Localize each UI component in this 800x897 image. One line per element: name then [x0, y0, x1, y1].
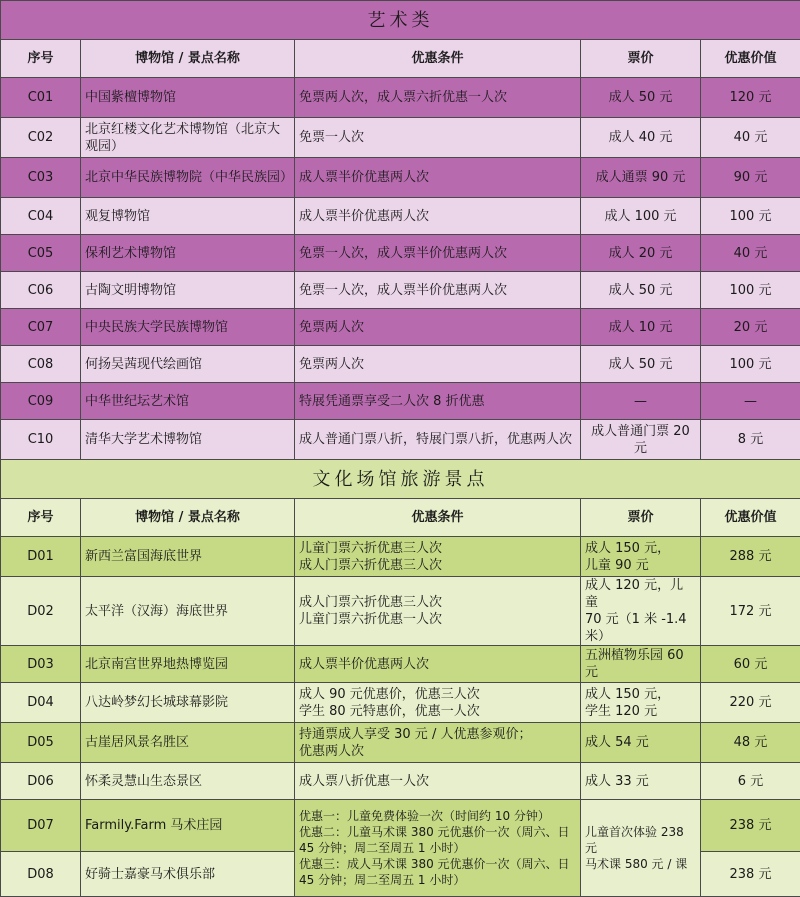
- row-name: 八达岭梦幻长城球幕影院: [81, 683, 295, 723]
- table-row: [1, 683, 800, 723]
- row-value: 220 元: [701, 683, 800, 723]
- row-price: 成人 33 元: [581, 763, 701, 800]
- row-id: D07: [1, 800, 81, 852]
- col-header-value: 优惠价值: [701, 499, 800, 537]
- row-value: 238 元: [701, 852, 800, 897]
- row-id: C05: [1, 235, 81, 272]
- table-row: [1, 272, 800, 309]
- row-name: 中央民族大学民族博物馆: [81, 309, 295, 346]
- row-id: C06: [1, 272, 81, 309]
- row-price: 成人普通门票 20 元: [581, 420, 701, 460]
- row-condition: 免票一人次: [295, 118, 581, 158]
- culture-section: [1, 460, 800, 897]
- row-name: Farmily.Farm 马术庄园: [81, 800, 295, 852]
- table-row: [1, 198, 800, 235]
- row-value: 238 元: [701, 800, 800, 852]
- row-price: 成人 50 元: [581, 272, 701, 309]
- table-row: [1, 763, 800, 800]
- row-name: 北京南宫世界地热博览园: [81, 646, 295, 683]
- row-condition: 免票两人次，成人票六折优惠一人次: [295, 78, 581, 118]
- section-title-culture: 文化场馆旅游景点: [1, 460, 800, 499]
- row-price: —: [581, 383, 701, 420]
- table-row: [1, 723, 800, 763]
- row-id: C01: [1, 78, 81, 118]
- col-header-id: 序号: [1, 40, 81, 78]
- table-row: [1, 78, 800, 118]
- row-name: 太平洋（汉海）海底世界: [81, 577, 295, 646]
- row-condition: 成人票半价优惠两人次: [295, 158, 581, 198]
- table-row: [1, 646, 800, 683]
- table-row: [1, 383, 800, 420]
- row-name: 北京红楼文化艺术博物馆（北京大观园）: [81, 118, 295, 158]
- row-condition: 成人 90 元优惠价，优惠三人次 学生 80 元特惠价，优惠一人次: [295, 683, 581, 723]
- row-name: 保利艺术博物馆: [81, 235, 295, 272]
- row-id: C09: [1, 383, 81, 420]
- row-id: C08: [1, 346, 81, 383]
- row-id: D02: [1, 577, 81, 646]
- table-row: [1, 537, 800, 577]
- row-id: C04: [1, 198, 81, 235]
- row-name: 古陶文明博物馆: [81, 272, 295, 309]
- row-id: D06: [1, 763, 81, 800]
- row-value: 288 元: [701, 537, 800, 577]
- row-value: 172 元: [701, 577, 800, 646]
- row-name: 新西兰富国海底世界: [81, 537, 295, 577]
- row-condition: 儿童门票六折优惠三人次 成人门票六折优惠三人次: [295, 537, 581, 577]
- table-row: [1, 309, 800, 346]
- table-row: [1, 800, 800, 852]
- row-id: C03: [1, 158, 81, 198]
- table-row: [1, 158, 800, 198]
- row-id: D04: [1, 683, 81, 723]
- row-price: 成人 10 元: [581, 309, 701, 346]
- col-header-condition: 优惠条件: [295, 499, 581, 537]
- row-value: 6 元: [701, 763, 800, 800]
- row-price: 成人 150 元， 儿童 90 元: [581, 537, 701, 577]
- row-name: 中国紫檀博物馆: [81, 78, 295, 118]
- col-header-id: 序号: [1, 499, 81, 537]
- row-price: 成人 50 元: [581, 78, 701, 118]
- row-name: 怀柔灵慧山生态景区: [81, 763, 295, 800]
- row-price: 五洲植物乐园 60 元: [581, 646, 701, 683]
- row-name: 北京中华民族博物院（中华民族园）: [81, 158, 295, 198]
- row-condition: 持通票成人享受 30 元 / 人优惠参观价； 优惠两人次: [295, 723, 581, 763]
- row-id: C02: [1, 118, 81, 158]
- row-price: 成人 150 元， 学生 120 元: [581, 683, 701, 723]
- row-condition: 免票一人次，成人票半价优惠两人次: [295, 272, 581, 309]
- row-condition: 免票一人次，成人票半价优惠两人次: [295, 235, 581, 272]
- row-value: 100 元: [701, 272, 800, 309]
- row-value: 120 元: [701, 78, 800, 118]
- row-condition: 特展凭通票享受二人次 8 折优惠: [295, 383, 581, 420]
- row-price: 成人 50 元: [581, 346, 701, 383]
- row-value: 48 元: [701, 723, 800, 763]
- table-row: [1, 577, 800, 646]
- row-name: 中华世纪坛艺术馆: [81, 383, 295, 420]
- table-row: [1, 346, 800, 383]
- row-id: D01: [1, 537, 81, 577]
- row-id: D05: [1, 723, 81, 763]
- row-value: 8 元: [701, 420, 800, 460]
- col-header-condition: 优惠条件: [295, 40, 581, 78]
- row-id: C10: [1, 420, 81, 460]
- col-header-value: 优惠价值: [701, 40, 800, 78]
- table-row: [1, 235, 800, 272]
- row-condition: 免票两人次: [295, 346, 581, 383]
- row-condition: 成人票八折优惠一人次: [295, 763, 581, 800]
- row-condition: 成人门票六折优惠三人次 儿童门票六折优惠一人次: [295, 577, 581, 646]
- row-name: 观复博物馆: [81, 198, 295, 235]
- row-name: 古崖居风景名胜区: [81, 723, 295, 763]
- row-value: 100 元: [701, 198, 800, 235]
- row-value: 60 元: [701, 646, 800, 683]
- row-condition: 成人票半价优惠两人次: [295, 198, 581, 235]
- row-name: 好骑士嘉豪马术俱乐部: [81, 852, 295, 897]
- row-price: 成人 40 元: [581, 118, 701, 158]
- row-id: D08: [1, 852, 81, 897]
- row-price: 成人 120 元，儿童 70 元（1 米 -1.4 米）: [581, 577, 701, 646]
- col-header-name: 博物馆 / 景点名称: [81, 40, 295, 78]
- shared-condition: 优惠一：儿童免费体验一次（时间约 10 分钟） 优惠二：儿童马术课 380 元优惠价一次（周六、日 45 分钟；周二至周五 1 小时） 优惠三：成人马术课 380 元优惠价一次（周六、日 45 分钟；周二至周五 1 小时）: [295, 800, 581, 897]
- row-name: 清华大学艺术博物馆: [81, 420, 295, 460]
- table-row: [1, 420, 800, 460]
- row-id: C07: [1, 309, 81, 346]
- row-price: 成人通票 90 元: [581, 158, 701, 198]
- shared-price: 儿童首次体验 238 元 马术课 580 元 / 课: [581, 800, 701, 897]
- row-condition: 免票两人次: [295, 309, 581, 346]
- col-header-price: 票价: [581, 499, 701, 537]
- row-value: 40 元: [701, 118, 800, 158]
- section-title-art: 艺术类: [1, 1, 800, 40]
- row-price: 成人 54 元: [581, 723, 701, 763]
- row-value: 20 元: [701, 309, 800, 346]
- col-header-price: 票价: [581, 40, 701, 78]
- row-value: 100 元: [701, 346, 800, 383]
- row-value: —: [701, 383, 800, 420]
- col-header-name: 博物馆 / 景点名称: [81, 499, 295, 537]
- row-id: D03: [1, 646, 81, 683]
- row-price: 成人 20 元: [581, 235, 701, 272]
- row-value: 40 元: [701, 235, 800, 272]
- row-price: 成人 100 元: [581, 198, 701, 235]
- row-condition: 成人票半价优惠两人次: [295, 646, 581, 683]
- row-name: 何扬吴茜现代绘画馆: [81, 346, 295, 383]
- row-condition: 成人普通门票八折，特展门票八折，优惠两人次: [295, 420, 581, 460]
- table-row: [1, 118, 800, 158]
- art-section: [1, 1, 800, 460]
- row-value: 90 元: [701, 158, 800, 198]
